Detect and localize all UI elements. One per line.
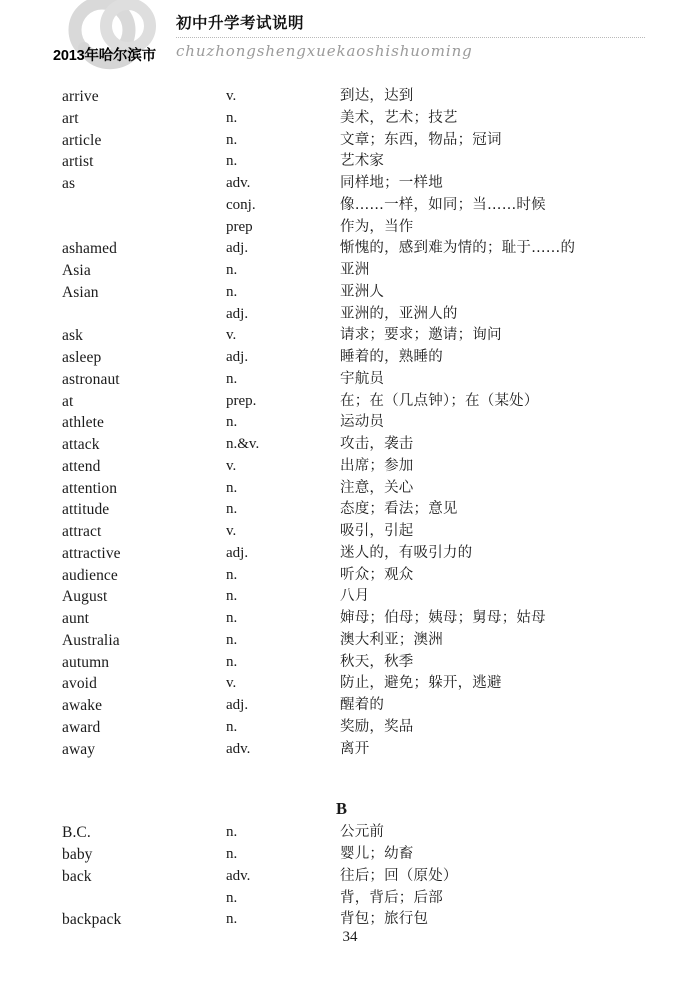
vocabulary-entry-row <box>0 304 700 326</box>
entry-definition: 态度；看法；意见 <box>340 501 458 518</box>
entry-part-of-speech: adv. <box>226 867 251 884</box>
entry-definition: 宇航员 <box>340 370 385 387</box>
vocabulary-entry-row <box>0 151 700 173</box>
header-divider <box>176 37 645 38</box>
entry-word: audience <box>62 566 118 584</box>
entry-part-of-speech: n. <box>226 566 238 583</box>
entry-part-of-speech: n. <box>226 153 238 170</box>
vocabulary-entry-row <box>0 673 700 695</box>
entry-word: Asia <box>62 262 91 279</box>
entry-definition: 往后；回（原处） <box>340 867 458 884</box>
entry-group-b <box>0 822 700 931</box>
vocabulary-entry-row <box>0 282 700 304</box>
vocabulary-entry-row <box>0 888 700 910</box>
entry-word: attend <box>62 457 101 475</box>
vocabulary-entry-row <box>0 391 700 413</box>
entry-definition: 听众；观众 <box>340 566 414 583</box>
entry-definition: 亚洲人 <box>340 283 385 300</box>
vocabulary-list <box>0 86 700 931</box>
entry-definition: 八月 <box>340 588 370 605</box>
entry-part-of-speech: n. <box>226 610 238 626</box>
entry-definition: 背，背后；后部 <box>340 889 443 906</box>
section-letter-heading <box>0 796 700 822</box>
entry-word: Asian <box>62 283 99 301</box>
entry-definition: 睡着的，熟睡的 <box>340 349 443 365</box>
entry-word: asleep <box>62 349 102 366</box>
entry-word: away <box>62 740 96 758</box>
vocabulary-entry-row <box>0 195 700 217</box>
entry-word: baby <box>62 846 93 863</box>
page-footer <box>0 928 700 946</box>
entry-part-of-speech: conj. <box>226 196 256 213</box>
entry-part-of-speech: adv. <box>226 175 251 191</box>
entry-definition: 亚洲的，亚洲人的 <box>340 305 458 322</box>
entry-definition: 澳大利亚；澳洲 <box>340 631 443 648</box>
vocabulary-entry-row <box>0 217 700 239</box>
section-spacer <box>0 760 700 796</box>
entry-definition: 美术，艺术；技艺 <box>340 109 458 126</box>
entry-definition: 注意，关心 <box>340 479 414 496</box>
entry-definition: 秋天，秋季 <box>340 653 414 670</box>
entry-part-of-speech: v. <box>226 88 237 104</box>
vocabulary-entry-row <box>0 86 700 108</box>
entry-definition: 亚洲 <box>340 262 370 278</box>
page-title: 初中升学考试说明 <box>176 15 305 32</box>
vocabulary-entry-row <box>0 521 700 543</box>
vocabulary-entry-row <box>0 108 700 130</box>
entry-word: award <box>62 718 101 736</box>
page-number: 34 <box>342 929 358 945</box>
vocabulary-entry-row <box>0 173 700 195</box>
entry-word: Australia <box>62 631 120 649</box>
entry-definition: 离开 <box>340 740 370 757</box>
entry-definition: 到达，达到 <box>340 88 414 104</box>
vocabulary-entry-row <box>0 608 700 630</box>
entry-part-of-speech: n. <box>226 911 238 928</box>
vocabulary-entry-row <box>0 260 700 282</box>
entry-definition: 请求；要求；邀请；询问 <box>340 327 502 344</box>
entry-definition: 作为，当作 <box>340 218 414 235</box>
entry-part-of-speech: n. <box>226 262 238 278</box>
entry-definition: 公元前 <box>340 824 385 841</box>
vocabulary-entry-row <box>0 866 700 888</box>
vocabulary-entry-row <box>0 652 700 674</box>
entry-part-of-speech: n. <box>226 131 238 148</box>
vocabulary-entry-row <box>0 325 700 347</box>
entry-word: attitude <box>62 501 110 519</box>
entry-word: backpack <box>62 911 122 929</box>
entry-part-of-speech: n. <box>226 653 238 670</box>
entry-word: attract <box>62 523 102 540</box>
vocabulary-entry-row <box>0 499 700 521</box>
entry-part-of-speech: n. <box>226 370 238 387</box>
entry-part-of-speech: n. <box>226 718 238 735</box>
entry-definition: 像……一样，如同；当……时候 <box>340 196 546 213</box>
entry-word: aunt <box>62 610 90 627</box>
entry-word: ashamed <box>62 240 117 258</box>
entry-word: ask <box>62 327 83 345</box>
entry-word: back <box>62 867 92 885</box>
entry-part-of-speech: adj. <box>226 240 249 257</box>
entry-definition: 同样地；一样地 <box>340 175 443 191</box>
entry-word: at <box>62 392 74 410</box>
vocabulary-entry-row <box>0 456 700 478</box>
vocabulary-entry-row <box>0 238 700 260</box>
entry-part-of-speech: adv. <box>226 740 251 757</box>
vocabulary-entry-row <box>0 478 700 500</box>
entry-word: B.C. <box>62 824 91 842</box>
entry-word: article <box>62 131 102 149</box>
entry-part-of-speech: n. <box>226 501 238 518</box>
entry-part-of-speech: v. <box>226 327 237 344</box>
entry-part-of-speech: adj. <box>226 349 249 365</box>
header-title-block <box>176 14 646 60</box>
vocabulary-entry-row <box>0 412 700 434</box>
vocabulary-entry-row <box>0 434 700 456</box>
entry-part-of-speech: n. <box>226 846 238 862</box>
header-year-city: 2013年哈尔滨市 <box>53 48 156 64</box>
entry-definition: 在；在（几点钟）；在（某处） <box>340 392 539 409</box>
entry-definition: 迷人的，有吸引力的 <box>340 544 473 561</box>
entry-word: as <box>62 175 76 192</box>
entry-definition: 惭愧的，感到难为情的；耻于……的 <box>340 240 576 257</box>
entry-word: art <box>62 109 79 127</box>
entry-part-of-speech: v. <box>226 675 237 692</box>
entry-definition: 出席；参加 <box>340 457 414 474</box>
entry-word: attack <box>62 436 100 453</box>
entry-definition: 婶母；伯母；姨母；舅母；姑母 <box>340 610 546 626</box>
entry-definition: 吸引，引起 <box>340 523 414 539</box>
entry-definition: 婴儿；幼畜 <box>340 846 414 862</box>
entry-word: athlete <box>62 414 105 432</box>
entry-definition: 背包；旅行包 <box>340 911 429 928</box>
entry-definition: 文章；东西，物品；冠词 <box>340 131 502 148</box>
entry-word: attention <box>62 479 118 497</box>
entry-part-of-speech: prep <box>226 218 253 235</box>
section-letter-label: B <box>336 799 348 819</box>
entry-part-of-speech: n.&v. <box>226 436 260 452</box>
entry-word: attractive <box>62 544 121 562</box>
entry-part-of-speech: adj. <box>226 305 249 322</box>
vocabulary-entry-row <box>0 369 700 391</box>
entry-part-of-speech: adj. <box>226 544 249 561</box>
vocabulary-entry-row <box>0 347 700 369</box>
entry-part-of-speech: n. <box>226 414 238 431</box>
entry-definition: 运动员 <box>340 414 385 431</box>
vocabulary-entry-row <box>0 717 700 739</box>
entry-part-of-speech: n. <box>226 109 238 126</box>
page-title-pinyin: chuzhongshengxuekaoshishuoming <box>176 42 473 60</box>
vocabulary-entry-row <box>0 739 700 761</box>
entry-word: avoid <box>62 675 97 693</box>
entry-part-of-speech: adj. <box>226 697 249 713</box>
vocabulary-entry-row <box>0 630 700 652</box>
entry-part-of-speech: n. <box>226 824 238 841</box>
entry-definition: 奖励，奖品 <box>340 718 414 735</box>
entry-word: autumn <box>62 653 110 671</box>
entry-definition: 攻击，袭击 <box>340 436 414 452</box>
vocabulary-entry-row <box>0 130 700 152</box>
entry-part-of-speech: n. <box>226 889 238 906</box>
entry-part-of-speech: v. <box>226 457 237 474</box>
entry-word: artist <box>62 153 94 171</box>
entry-part-of-speech: n. <box>226 283 238 300</box>
entry-definition: 防止，避免；躲开，逃避 <box>340 675 502 692</box>
vocabulary-entry-row <box>0 586 700 608</box>
vocabulary-entry-row <box>0 844 700 866</box>
entry-definition: 艺术家 <box>340 153 385 170</box>
vocabulary-entry-row <box>0 822 700 844</box>
page-header <box>0 0 700 86</box>
entry-part-of-speech: v. <box>226 523 237 539</box>
entry-part-of-speech: n. <box>226 631 238 648</box>
entry-part-of-speech: n. <box>226 588 238 605</box>
entry-word: August <box>62 588 108 606</box>
entry-word: arrive <box>62 88 99 105</box>
entry-definition: 醒着的 <box>340 697 385 713</box>
entry-part-of-speech: prep. <box>226 392 257 409</box>
entry-word: astronaut <box>62 370 120 388</box>
entry-group-a <box>0 86 700 760</box>
vocabulary-entry-row <box>0 543 700 565</box>
vocabulary-entry-row <box>0 565 700 587</box>
entry-part-of-speech: n. <box>226 479 238 496</box>
entry-word: awake <box>62 697 103 714</box>
vocabulary-entry-row <box>0 695 700 717</box>
